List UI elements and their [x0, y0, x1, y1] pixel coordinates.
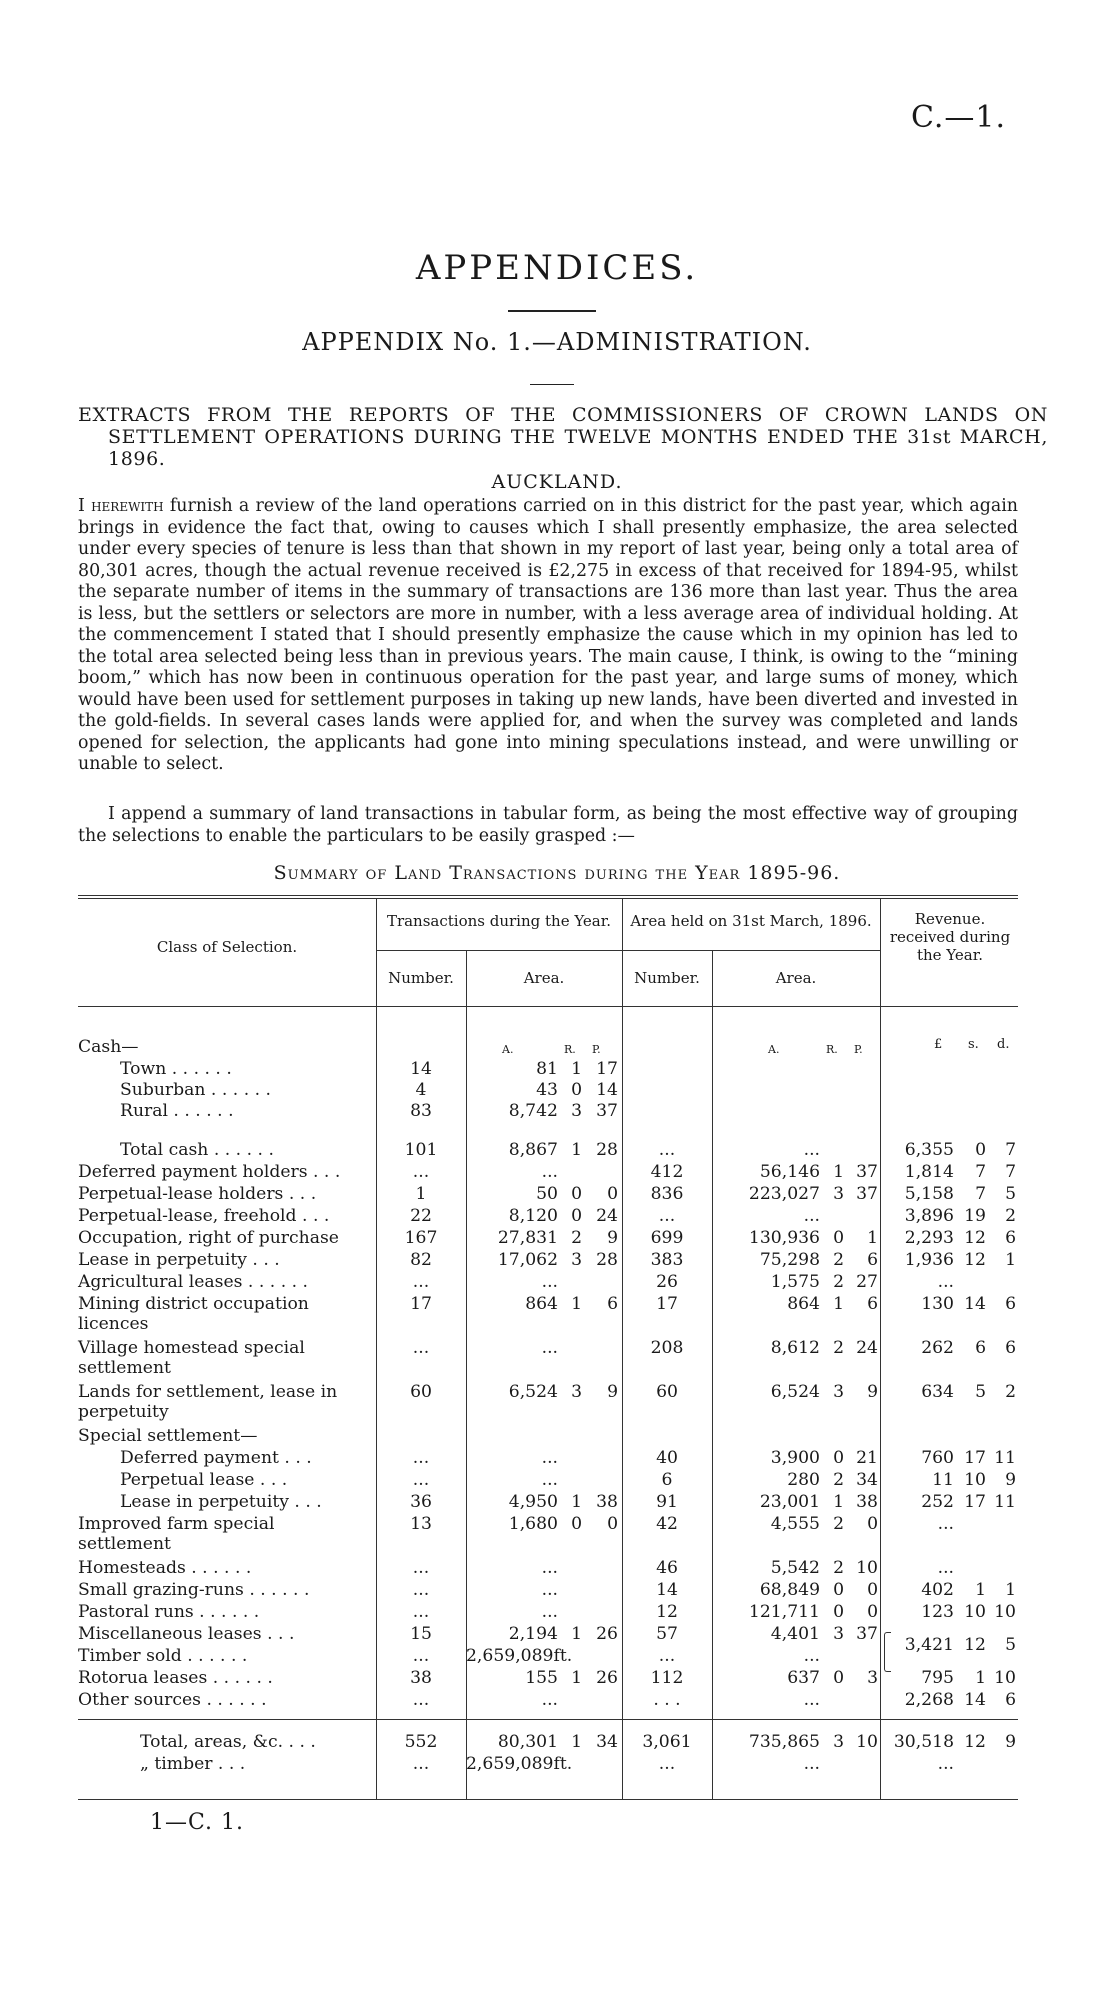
paragraph-append: I append a summary of land transactions in tabular form, as being the most effective way of grouping the selections to enable the particulars to be easily grasped :— — [78, 804, 1018, 846]
row-label: Homesteads . . . . . . — [78, 1558, 252, 1578]
table-cell: 27,831 — [497, 1228, 558, 1248]
table-cell: 5 — [975, 1382, 986, 1402]
table-cell: 43 — [536, 1080, 558, 1100]
table-cell: ... — [658, 1646, 676, 1666]
header-subrule — [376, 950, 880, 951]
table-cell: 1 — [571, 1059, 582, 1079]
table-cell: 3 — [571, 1101, 582, 1121]
table-cell: 7 — [975, 1162, 986, 1182]
table-cell: 6 — [1005, 1228, 1016, 1248]
table-cell: ... — [541, 1162, 558, 1182]
table-cell: 27 — [856, 1272, 878, 1292]
table-cell: 6 — [867, 1294, 878, 1314]
table-cell: 34 — [856, 1470, 878, 1490]
row-label: Village homestead special settlement — [78, 1338, 305, 1378]
table-cell: 10 — [856, 1558, 878, 1578]
table-cell: 24 — [856, 1338, 878, 1358]
table-cell: 91 — [656, 1492, 678, 1512]
table-cell: ... — [541, 1602, 558, 1622]
table-cell: ... — [412, 1646, 430, 1666]
table-cell: 42 — [656, 1514, 678, 1534]
table-cell: 1 — [833, 1492, 844, 1512]
table-cell: 1 — [415, 1184, 427, 1204]
table-cell: 46 — [656, 1558, 678, 1578]
table-cell: ... — [937, 1558, 954, 1578]
row-label: Small grazing-runs . . . . . . — [78, 1580, 310, 1600]
table-cell: 37 — [856, 1162, 878, 1182]
table-cell: 17 — [410, 1294, 432, 1314]
table-cell: 0 — [867, 1602, 878, 1622]
table-cell: 38 — [596, 1492, 618, 1512]
row-label: Occupation, right of purchase — [78, 1228, 339, 1248]
table-cell: 2,194 — [508, 1624, 558, 1644]
table-cell: ... — [541, 1580, 558, 1600]
table-cell: 412 — [650, 1162, 684, 1182]
table-cell: 37 — [856, 1624, 878, 1644]
table-cell: 223,027 — [748, 1184, 820, 1204]
table-cell: 83 — [410, 1101, 432, 1121]
table-cell: ... — [412, 1338, 430, 1358]
table-cell: 17 — [596, 1059, 618, 1079]
row-label: „ timber . . . — [140, 1754, 246, 1774]
table-cell: 1,575 — [770, 1272, 820, 1292]
header-number-1: Number. — [388, 969, 454, 987]
table-title: Summary of Land Transactions during the Year 1895-96. — [273, 862, 841, 884]
table-cell: 0 — [833, 1580, 844, 1600]
table-cell: 7 — [1005, 1162, 1016, 1182]
table-cell: 552 — [404, 1732, 438, 1752]
unit-acres-2: A. — [768, 1043, 780, 1056]
table-cell: 2 — [833, 1250, 844, 1270]
row-label: Total, areas, &c. . . . — [140, 1732, 316, 1752]
row-label: Lands for settlement, lease in perpetuity — [78, 1382, 338, 1422]
table-cell: 6,524 — [508, 1382, 558, 1402]
table-cell: 3 — [833, 1732, 844, 1752]
paragraph-body: furnish a review of the land operations carried on in this district for the past year, which again brings in evidence the fact that, owing to causes which I shall presently emphasize, the area selected under every species of tenure is less than that shown in my report of last year, being only a total area of 80,301 acres, though the actual revenue received is £2,275 in excess of that received for 1894-95, whilst the separate number of items in the summary of transactions are 136 more than last year. Thus the area is less, but the settlers or selectors are more in number, with a less average area of individual holding. At the commencement I stated that I should presently emphasize the cause which in my opinion has led to the total area selected being less than in previous years. The main cause, I think, is owing to the “mining boom,” which has now been in continuous operation for the past year, and large sums of money, which would have been used for settlement purposes in taking up new lands, have been diverted and invested in the gold-fields. In several cases lands were applied for, and when the survey was completed and lands opened for selection, the applicants had gone into mining speculations instead, and were unwilling or unable to select. — [78, 496, 1018, 774]
table-cell: ... — [412, 1470, 430, 1490]
table-cell: 0 — [571, 1514, 582, 1534]
table-cell: 60 — [410, 1382, 432, 1402]
table-cell: ... — [937, 1514, 954, 1534]
table-cell: 1 — [571, 1624, 582, 1644]
header-area-held: Area held on 31st March, 1896. — [630, 912, 872, 930]
row-label: Mining district occupation licences — [78, 1294, 309, 1334]
table-cell: 40 — [656, 1448, 678, 1468]
table-cell: 17 — [964, 1448, 986, 1468]
row-label: Miscellaneous leases . . . — [78, 1624, 295, 1644]
table-cell: 3,900 — [770, 1448, 820, 1468]
table-cell: 26 — [596, 1668, 618, 1688]
row-label: Perpetual-lease holders . . . — [78, 1184, 317, 1204]
row-label: Perpetual-lease, freehold . . . — [78, 1206, 330, 1226]
table-cell: ... — [803, 1646, 820, 1666]
table-cell: 2,659,089ft. — [466, 1646, 573, 1666]
table-cell: 1 — [571, 1492, 582, 1512]
table-cell: 9 — [607, 1382, 618, 1402]
table-cell: 11 — [994, 1492, 1016, 1512]
table-cell: 1 — [571, 1294, 582, 1314]
table-cell: 836 — [650, 1184, 684, 1204]
table-cell: 5,158 — [904, 1184, 954, 1204]
table-cell: 22 — [410, 1206, 432, 1226]
subtitle-rule — [530, 384, 574, 385]
row-label: Deferred payment . . . — [120, 1448, 312, 1468]
table-cell: 80,301 — [497, 1732, 558, 1752]
table-cell: 4,401 — [770, 1624, 820, 1644]
table-cell: 6 — [1005, 1690, 1016, 1710]
table-cell: ... — [541, 1558, 558, 1578]
table-cell: 34 — [596, 1732, 618, 1752]
table-cell: 8,867 — [508, 1140, 558, 1160]
table-cell: 10 — [994, 1602, 1016, 1622]
row-label: Cash— — [78, 1037, 139, 1057]
table-cell: 12 — [964, 1250, 986, 1270]
table-cell: 383 — [650, 1250, 684, 1270]
table-cell: 402 — [921, 1580, 954, 1600]
table-cell: 167 — [404, 1228, 438, 1248]
table-cell: 28 — [596, 1140, 618, 1160]
table-cell: 14 — [964, 1690, 986, 1710]
table-cell: 4 — [415, 1080, 427, 1100]
table-cell: 1,680 — [508, 1514, 558, 1534]
table-cell: 1 — [975, 1668, 986, 1688]
table-cell: 26 — [596, 1624, 618, 1644]
table-cell: 0 — [571, 1184, 582, 1204]
table-cell: 68,849 — [759, 1580, 820, 1600]
table-cell: 112 — [650, 1668, 684, 1688]
table-cell: 155 — [525, 1668, 558, 1688]
table-cell: 2,659,089ft. — [466, 1754, 573, 1774]
table-cell: 75,298 — [759, 1250, 820, 1270]
table-top-rule-2 — [78, 898, 1018, 899]
table-cell: ... — [412, 1558, 430, 1578]
table-cell: ... — [541, 1690, 558, 1710]
table-cell: 130,936 — [748, 1228, 820, 1248]
table-cell: 6 — [867, 1250, 878, 1270]
table-cell: 37 — [596, 1101, 618, 1121]
table-cell: ... — [412, 1754, 430, 1774]
table-cell: 17 — [656, 1294, 678, 1314]
table-cell: 735,865 — [748, 1732, 820, 1752]
row-label: Timber sold . . . . . . — [78, 1646, 248, 1666]
row-label: Special settlement— — [78, 1426, 258, 1446]
unit-shillings: s. — [968, 1037, 979, 1052]
table-cell: 9 — [607, 1228, 618, 1248]
table-cell: 15 — [410, 1624, 432, 1644]
table-cell: 9 — [1005, 1732, 1016, 1752]
table-cell: 1 — [571, 1732, 582, 1752]
table-cell: ... — [541, 1448, 558, 1468]
table-cell: 60 — [656, 1382, 678, 1402]
table-cell: 0 — [867, 1514, 878, 1534]
table-cell: 1 — [833, 1294, 844, 1314]
table-cell: ... — [937, 1272, 954, 1292]
table-cell: 121,711 — [748, 1602, 820, 1622]
header-revenue: Revenue. received during the Year. — [889, 910, 1011, 964]
table-cell: 3 — [571, 1250, 582, 1270]
row-label: Perpetual lease . . . — [120, 1470, 288, 1490]
table-cell: 1 — [1005, 1580, 1016, 1600]
table-cell: 1 — [1005, 1250, 1016, 1270]
table-cell: 2,293 — [904, 1228, 954, 1248]
table-cell: 14 — [656, 1580, 678, 1600]
table-cell: 26 — [656, 1272, 678, 1292]
table-cell: 9 — [867, 1382, 878, 1402]
table-cell: 24 — [596, 1206, 618, 1226]
table-cell: 0 — [833, 1228, 844, 1248]
row-label: Pastoral runs . . . . . . — [78, 1602, 260, 1622]
table-cell: 637 — [787, 1668, 820, 1688]
table-cell: 5 — [1005, 1635, 1016, 1655]
table-cell: 699 — [650, 1228, 684, 1248]
unit-roods-1: R. — [564, 1043, 576, 1056]
header-bottom-rule — [78, 1006, 1018, 1007]
table-cell: 11 — [994, 1448, 1016, 1468]
table-cell: 252 — [921, 1492, 954, 1512]
table-cell: 6 — [975, 1338, 986, 1358]
table-cell: 82 — [410, 1250, 432, 1270]
table-cell: 4,950 — [508, 1492, 558, 1512]
table-cell: . . . — [653, 1690, 681, 1710]
table-cell: 0 — [571, 1080, 582, 1100]
table-cell: 21 — [856, 1448, 878, 1468]
table-cell: ... — [412, 1580, 430, 1600]
table-cell: 3 — [833, 1382, 844, 1402]
header-class: Class of Selection. — [156, 938, 298, 956]
extracts-heading: EXTRACTS FROM THE REPORTS OF THE COMMISSIONERS OF CROWN LANDS ON SETTLEMENT OPERATIONS DURING THE TWELVE MONTHS ENDED THE 31st MARCH, 1896. — [78, 404, 1048, 470]
table-cell: ... — [412, 1448, 430, 1468]
table-cell: ... — [937, 1754, 954, 1774]
table-cell: ... — [541, 1338, 558, 1358]
table-cell: ... — [412, 1602, 430, 1622]
table-cell: 3 — [833, 1624, 844, 1644]
table-cell: 12 — [656, 1602, 678, 1622]
table-cell: 6 — [607, 1294, 618, 1314]
table-cell: 14 — [410, 1059, 432, 1079]
table-cell: 123 — [921, 1602, 954, 1622]
table-cell: 0 — [833, 1602, 844, 1622]
table-cell: 23,001 — [759, 1492, 820, 1512]
table-cell: 10 — [964, 1602, 986, 1622]
table-cell: 17,062 — [497, 1250, 558, 1270]
page-title: APPENDICES. — [415, 248, 699, 288]
table-cell: 1,814 — [904, 1162, 954, 1182]
table-cell: 760 — [921, 1448, 954, 1468]
table-cell: 14 — [596, 1080, 618, 1100]
table-cell: 2 — [571, 1228, 582, 1248]
table-cell: 1,936 — [904, 1250, 954, 1270]
table-cell: 864 — [525, 1294, 558, 1314]
table-cell: 10 — [994, 1668, 1016, 1688]
table-cell: 1 — [975, 1580, 986, 1600]
row-label: Suburban . . . . . . — [120, 1080, 272, 1100]
table-cell: 14 — [964, 1294, 986, 1314]
appendix-subtitle: APPENDIX No. 1.—ADMINISTRATION. — [302, 328, 812, 356]
table-cell: 12 — [964, 1732, 986, 1752]
table-cell: 11 — [932, 1470, 954, 1490]
table-cell: ... — [412, 1162, 430, 1182]
row-label: Deferred payment holders . . . — [78, 1162, 341, 1182]
totals-rule — [78, 1719, 1018, 1720]
title-rule — [508, 310, 596, 312]
table-cell: 7 — [975, 1184, 986, 1204]
table-cell: 2 — [1005, 1382, 1016, 1402]
table-bottom-rule — [78, 1799, 1018, 1800]
table-cell: 12 — [964, 1635, 986, 1655]
paragraph-review — [78, 496, 1018, 776]
region-heading: AUCKLAND. — [491, 471, 623, 493]
table-cell: 5,542 — [770, 1558, 820, 1578]
table-cell: 10 — [964, 1470, 986, 1490]
page-footer: 1—C. 1. — [150, 1810, 245, 1835]
table-cell: 56,146 — [759, 1162, 820, 1182]
table-cell: 1 — [571, 1140, 582, 1160]
table-cell: 19 — [964, 1206, 986, 1226]
unit-perches-2: P. — [854, 1043, 863, 1056]
row-label: Lease in perpetuity . . . — [120, 1492, 322, 1512]
table-cell: 795 — [921, 1668, 954, 1688]
table-cell: ... — [541, 1272, 558, 1292]
header-area-2: Area. — [775, 969, 817, 987]
table-cell: 2 — [1005, 1206, 1016, 1226]
table-cell: 36 — [410, 1492, 432, 1512]
table-cell: 10 — [856, 1732, 878, 1752]
table-cell: 8,120 — [508, 1206, 558, 1226]
unit-perches-1: P. — [592, 1043, 601, 1056]
table-cell: ... — [803, 1754, 820, 1774]
row-label: Rural . . . . . . — [120, 1101, 234, 1121]
page-reference: C.—1. — [910, 100, 1006, 135]
table-cell: 3 — [571, 1382, 582, 1402]
table-cell: ... — [803, 1140, 820, 1160]
row-label: Total cash . . . . . . — [120, 1140, 274, 1160]
table-cell: 2 — [833, 1558, 844, 1578]
unit-roods-2: R. — [826, 1043, 838, 1056]
table-top-rule — [78, 895, 1018, 896]
table-cell: 38 — [856, 1492, 878, 1512]
table-cell: 130 — [921, 1294, 954, 1314]
table-cell: 1 — [571, 1668, 582, 1688]
table-cell: ... — [412, 1272, 430, 1292]
table-cell: 2 — [833, 1470, 844, 1490]
table-cell: 37 — [856, 1184, 878, 1204]
table-cell: 864 — [787, 1294, 820, 1314]
table-cell: 3,896 — [904, 1206, 954, 1226]
table-cell: 7 — [1005, 1140, 1016, 1160]
table-cell: 1 — [833, 1162, 844, 1182]
row-label: Rotorua leases . . . . . . — [78, 1668, 273, 1688]
unit-acres-1: A. — [502, 1043, 514, 1056]
table-cell: 262 — [921, 1338, 954, 1358]
table-cell: ... — [803, 1206, 820, 1226]
table-cell: 4,555 — [770, 1514, 820, 1534]
table-cell: 6,524 — [770, 1382, 820, 1402]
table-cell: 0 — [607, 1514, 618, 1534]
table-cell: 8,612 — [770, 1338, 820, 1358]
table-cell: 1 — [867, 1228, 878, 1248]
table-cell: 50 — [536, 1184, 558, 1204]
table-cell: ... — [412, 1690, 430, 1710]
table-cell: 0 — [607, 1184, 618, 1204]
table-cell: 6 — [1005, 1294, 1016, 1314]
table-cell: 3 — [867, 1668, 878, 1688]
row-label: Lease in perpetuity . . . — [78, 1250, 280, 1270]
table-cell: ... — [658, 1206, 676, 1226]
table-cell: 30,518 — [893, 1732, 954, 1752]
paragraph-lead: I herewith — [78, 496, 164, 516]
table-cell: 2 — [833, 1338, 844, 1358]
row-label: Other sources . . . . . . — [78, 1690, 267, 1710]
table-cell: 0 — [975, 1140, 986, 1160]
table-cell: 6 — [661, 1470, 673, 1490]
table-cell: 3 — [833, 1184, 844, 1204]
table-cell: 28 — [596, 1250, 618, 1270]
table-cell: 0 — [867, 1580, 878, 1600]
table-cell: 81 — [536, 1059, 558, 1079]
table-cell: ... — [803, 1690, 820, 1710]
table-cell: 6 — [1005, 1338, 1016, 1358]
table-cell: 6,355 — [904, 1140, 954, 1160]
table-cell: ... — [541, 1470, 558, 1490]
table-cell: 3,061 — [642, 1732, 692, 1752]
table-cell: 0 — [833, 1448, 844, 1468]
table-cell: ... — [658, 1754, 676, 1774]
table-cell: 3,421 — [904, 1635, 954, 1655]
table-cell: 2 — [833, 1272, 844, 1292]
table-cell: 12 — [964, 1228, 986, 1248]
row-label: Town . . . . . . — [120, 1059, 232, 1079]
header-number-2: Number. — [634, 969, 700, 987]
row-label: Agricultural leases . . . . . . — [78, 1272, 309, 1292]
table-cell: 13 — [410, 1514, 432, 1534]
row-label: Improved farm special settlement — [78, 1514, 275, 1554]
table-cell: 57 — [656, 1624, 678, 1644]
table-cell: 9 — [1005, 1470, 1016, 1490]
table-cell: 2,268 — [904, 1690, 954, 1710]
table-cell: 17 — [964, 1492, 986, 1512]
table-cell: 0 — [571, 1206, 582, 1226]
table-cell: 5 — [1005, 1184, 1016, 1204]
unit-pounds: £ — [934, 1037, 943, 1052]
table-cell: 38 — [410, 1668, 432, 1688]
table-cell: 280 — [787, 1470, 820, 1490]
table-cell: 2 — [833, 1514, 844, 1534]
table-cell: 208 — [650, 1338, 684, 1358]
table-cell: ... — [658, 1140, 676, 1160]
header-area-1: Area. — [523, 969, 565, 987]
table-cell: 8,742 — [508, 1101, 558, 1121]
table-cell: 0 — [833, 1668, 844, 1688]
table-cell: 634 — [921, 1382, 954, 1402]
unit-pence: d. — [997, 1037, 1010, 1052]
table-cell: 101 — [404, 1140, 438, 1160]
header-transactions: Transactions during the Year. — [386, 912, 612, 930]
